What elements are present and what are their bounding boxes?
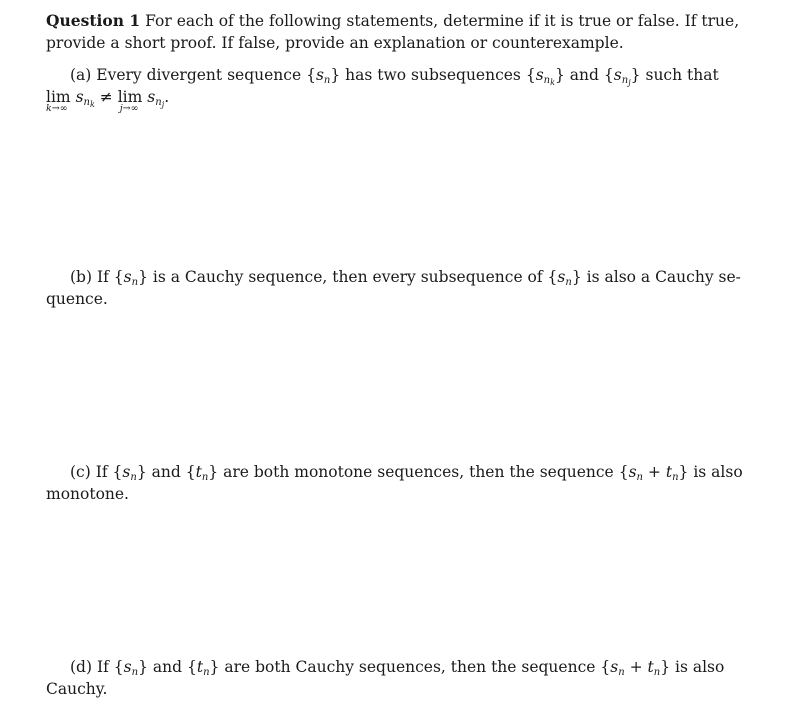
part-a-text-4: such that (645, 66, 719, 84)
part-c-text-2: and (151, 463, 181, 481)
part-d-text-3: are both Cauchy sequences, then the sequence (224, 658, 596, 676)
part-a-seq-snj: $\{s_{n_j}\}$ (603, 66, 641, 87)
part-c-seq-sum: $\{s_n + t_n\}$ (618, 463, 689, 483)
part-a-text-3: and (569, 66, 599, 84)
part-d-seq-tn: $\{t_n\}$ (186, 658, 220, 678)
part-d-text-4: is also (675, 658, 725, 676)
question-intro-line-2 (46, 33, 714, 53)
part-c-seq-tn: $\{t_n\}$ (185, 463, 219, 483)
part-b-text-line2: quence. (46, 290, 108, 308)
part-d-text-1: If (96, 658, 109, 676)
part-b-text-1: If (96, 268, 109, 286)
part-a-text-2: has two subsequences (345, 66, 521, 84)
part-a-lim-word-1: lim (46, 88, 71, 106)
document-page (46, 0, 743, 712)
part-c-text-4: is also (693, 463, 743, 481)
part-a-lim-j-subscript: j→∞ (119, 103, 139, 114)
part-a-text-1: Every divergent sequence (96, 66, 302, 84)
part-a-seq-snk: $\{s_{n_k}\}$ (525, 66, 565, 87)
part-a-lim-word-2: lim (117, 88, 143, 106)
part-a-line-2: lim k→∞ $s_{n_k} \ne \lim$ j→∞ $s_{n_j}$. (46, 88, 170, 114)
question-intro-text-1: For each of the following statements, determine if it is true or false. If true, (145, 12, 740, 30)
part-b-label: (b) (70, 268, 93, 286)
part-a-lim-k-subscript: k→∞ (46, 103, 68, 114)
part-a-seq-sn: $\{s_n\}$ (306, 66, 341, 86)
part-a-limit-k (46, 87, 71, 114)
part-b-text-3: is also a Cauchy se- (586, 268, 741, 286)
part-c-text-1: If (95, 463, 108, 481)
part-c-label: (c) (70, 463, 91, 481)
part-c-line-2 (46, 484, 714, 504)
part-b-line-2 (46, 289, 714, 309)
part-d-seq-sum: $\{s_n + t_n\}$ (600, 658, 671, 678)
part-d-text-2: and (152, 658, 183, 676)
part-d-text-line2: Cauchy. (46, 680, 108, 698)
part-d-seq-sn: $\{s_n\}$ (113, 658, 148, 678)
part-b-seq-sn-2: $\{s_n\}$ (547, 268, 582, 288)
part-a-neq: ≠ (99, 88, 113, 106)
part-a-limit-j (117, 87, 143, 114)
part-d-label: (d) (70, 658, 93, 676)
part-c-text-3: are both monotone sequences, then the sequence (223, 463, 614, 481)
part-b-text-2: is a Cauchy sequence, then every subsequence of (152, 268, 543, 286)
question-number: Question 1 (46, 11, 141, 30)
part-b-seq-sn-1: $\{s_n\}$ (113, 268, 148, 288)
question-intro-line-1 (46, 11, 740, 31)
part-a-label: (a) (70, 66, 92, 84)
part-c-text-line2: monotone. (46, 485, 129, 503)
question-intro-text-2: provide a short proof. If false, provide an explanation or counterexample. (46, 34, 624, 52)
part-a-snj: $s_{n_j}$ (147, 88, 165, 109)
part-a-snk: $s_{n_k}$ (75, 88, 95, 109)
part-d-line-2 (46, 679, 714, 699)
part-c-seq-sn: $\{s_n\}$ (112, 463, 147, 483)
